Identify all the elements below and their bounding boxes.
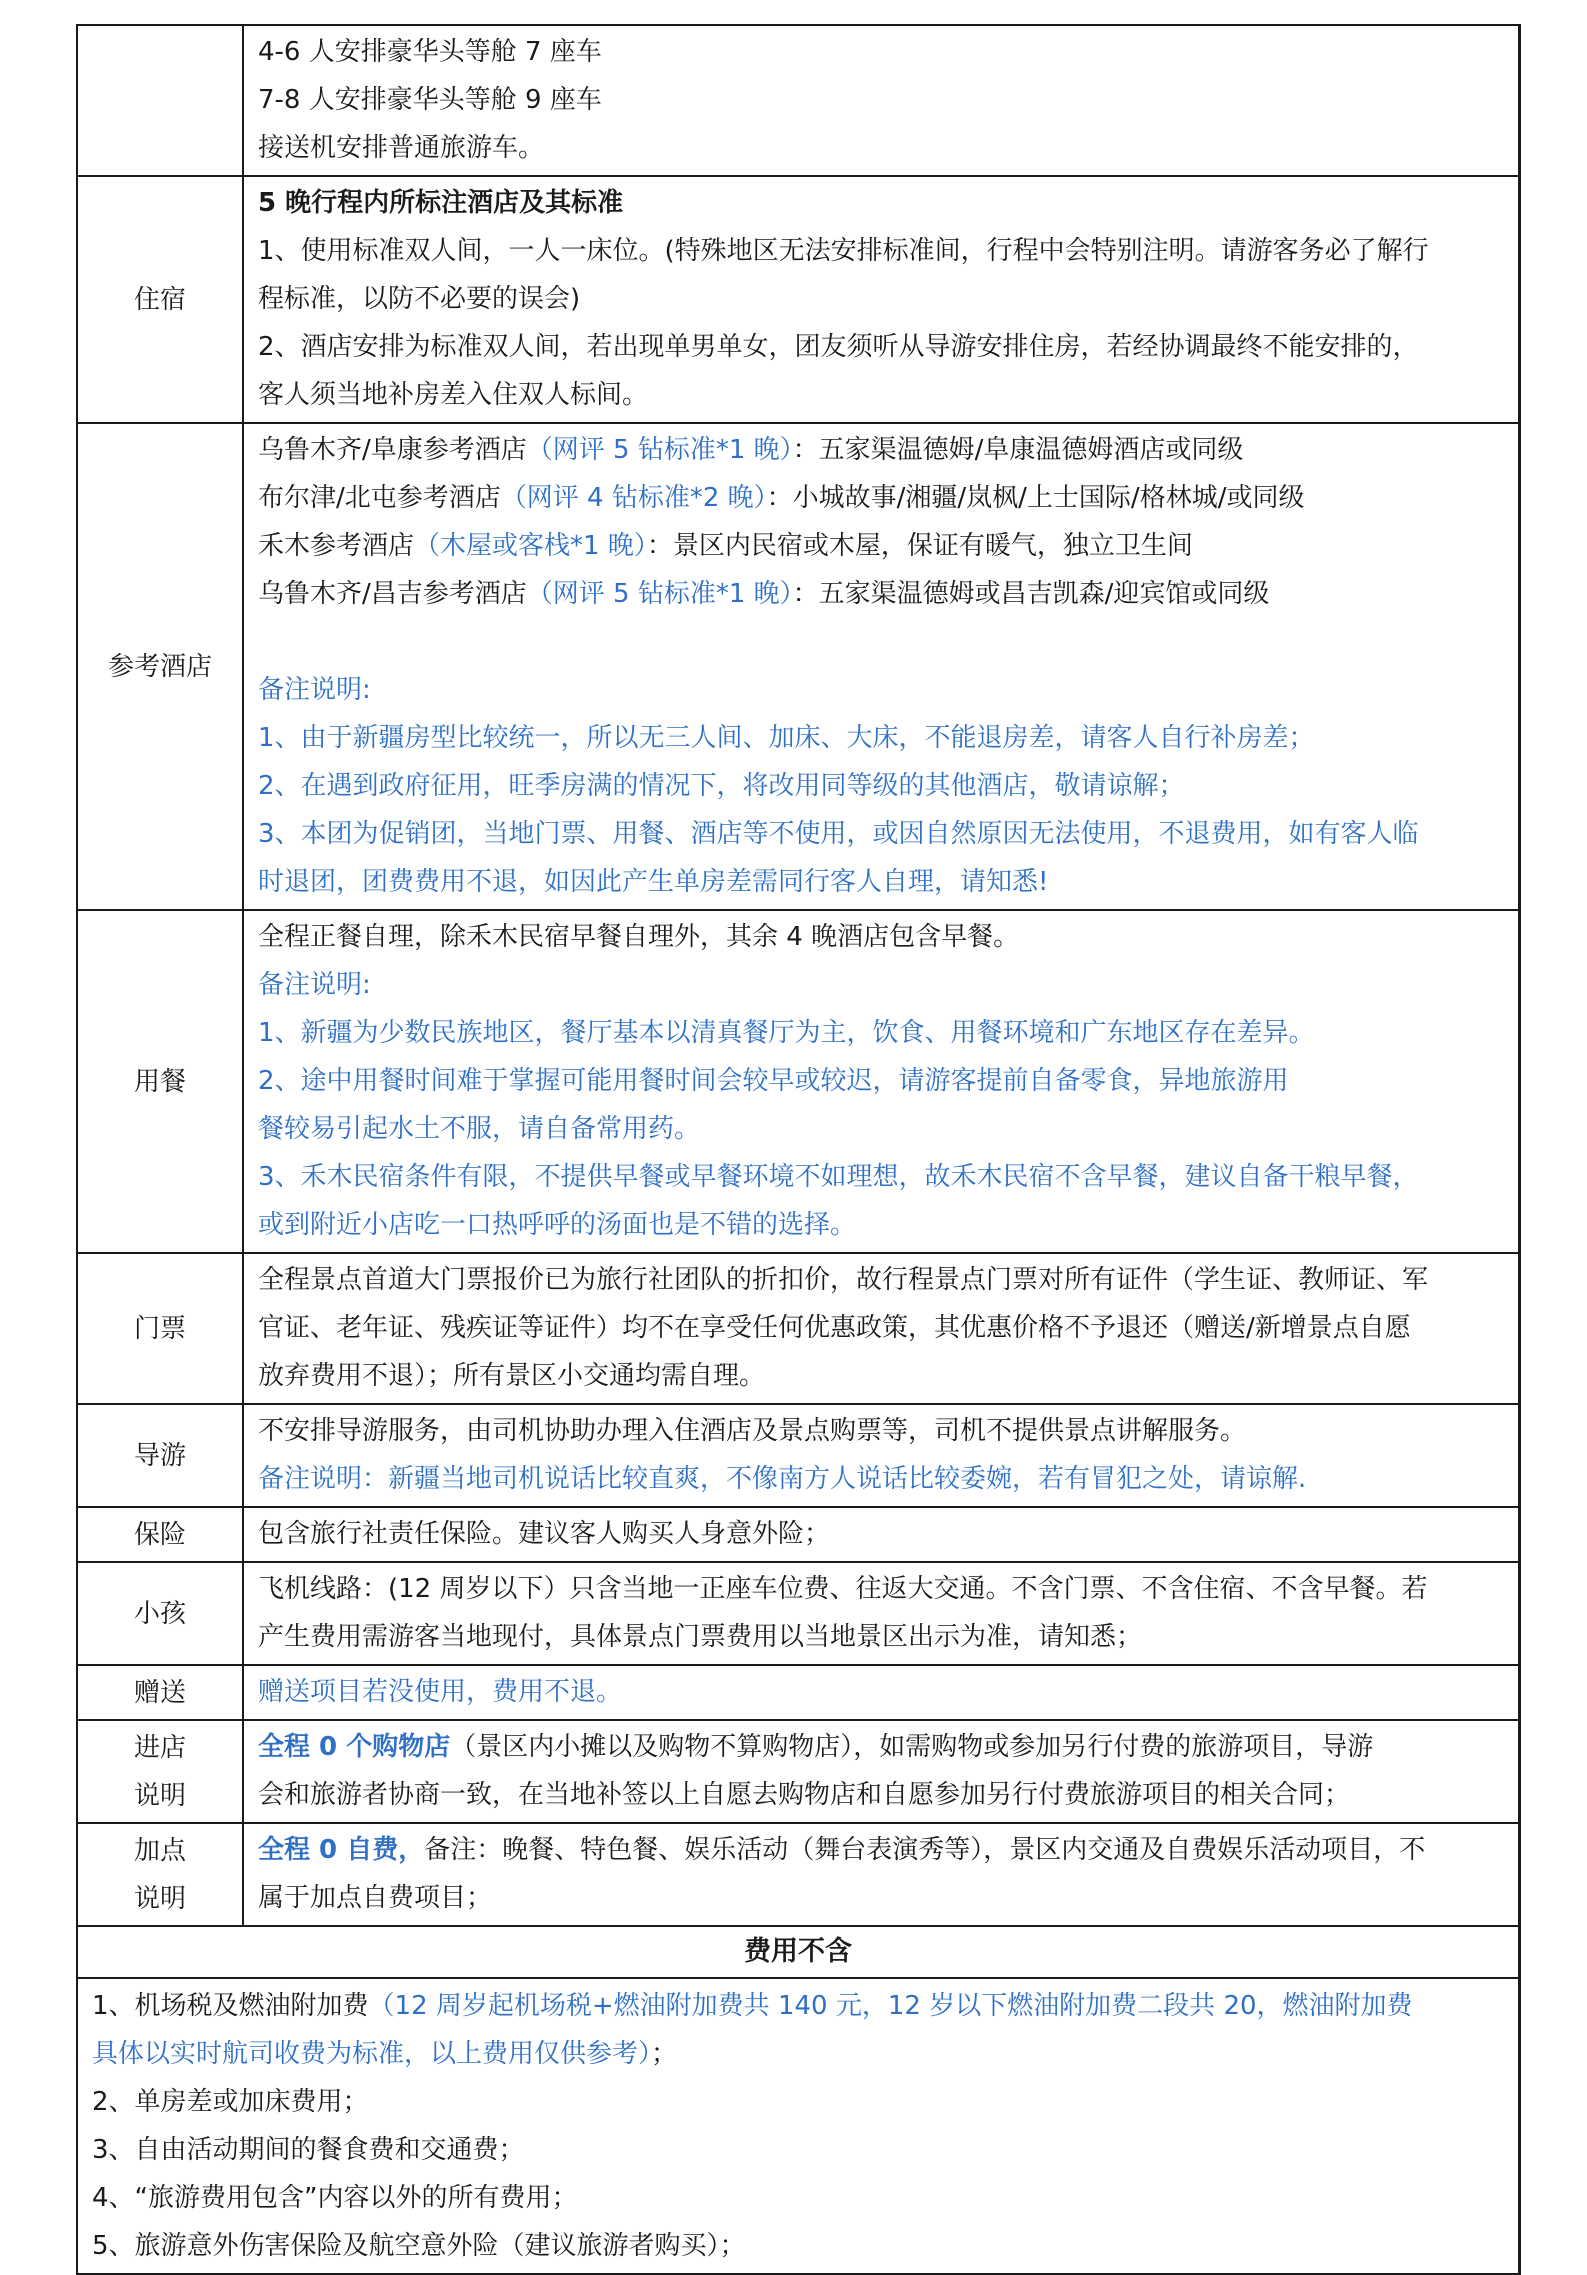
hotel-item — [258, 474, 1518, 522]
accommodation-line: 1、使用标准双人间，一人一床位。(特殊地区无法安排标准间，行程中会特别注明。请游客务必了解行 — [258, 236, 1429, 266]
meals-note: 或到附近小店吃一口热呼呼的汤面也是不错的选择。 — [258, 1210, 857, 1240]
excluded-item — [92, 1982, 1413, 2030]
extras-line — [258, 1826, 1518, 1874]
gift-label: 赠送 — [78, 1666, 244, 1719]
children-line: 产生费用需游客当地现付，具体景点门票费用以当地景区出示为准，请知悉； — [258, 1622, 1143, 1652]
guide-row — [78, 1403, 1518, 1506]
hotel-standard: （网评 5 钻标准*1 晚） — [526, 579, 793, 609]
hotels-label: 参考酒店 — [78, 424, 244, 909]
meals-label: 用餐 — [78, 911, 244, 1252]
guide-line: 不安排导游服务，由司机协助办理入住酒店及景点购票等，司机不提供景点讲解服务。 — [258, 1416, 1247, 1446]
guide-content — [244, 1405, 1518, 1506]
insurance-line: 包含旅行社责任保险。建议客人购买人身意外险； — [258, 1519, 831, 1549]
accommodation-line: 客人须当地补房差入住双人标间。 — [258, 380, 649, 410]
extras-line: 属于加点自费项目； — [258, 1883, 493, 1913]
meals-content — [244, 911, 1518, 1252]
excluded-item: 2、单房差或加床费用； — [92, 2087, 369, 2117]
hotels-notes-title: 备注说明: — [258, 675, 371, 705]
gift-content — [244, 1666, 1518, 1719]
extras-highlight: 全程 0 自费， — [258, 1835, 425, 1865]
hotel-standard: （网评 5 钻标准*1 晚） — [526, 435, 793, 465]
extras-row — [78, 1822, 1518, 1925]
accommodation-content — [244, 177, 1518, 422]
extras-rest: 备注：晚餐、特色餐、娱乐活动（舞台表演秀等），景区内交通及自费娱乐活动项目，不 — [424, 1835, 1426, 1865]
guide-label: 导游 — [78, 1405, 244, 1506]
hotels-note: 2、在遇到政府征用，旺季房满的情况下，将改用同等级的其他酒店，敬请谅解； — [258, 771, 1185, 801]
transport-label — [78, 26, 244, 175]
gift-line: 赠送项目若没使用，费用不退。 — [258, 1677, 623, 1707]
hotels-note: 3、本团为促销团，当地门票、用餐、酒店等不使用，或因自然原因无法使用，不退费用，如有客人临 — [258, 819, 1419, 849]
extras-label — [78, 1824, 244, 1925]
accommodation-label: 住宿 — [78, 177, 244, 422]
insurance-label: 保险 — [78, 1508, 244, 1561]
excluded-item-end: ； — [651, 2039, 678, 2069]
insurance-row — [78, 1506, 1518, 1561]
hotel-city: 布尔津/北屯参考酒店 — [258, 483, 501, 513]
excluded-item: 4、“旅游费用包含”内容以外的所有费用； — [92, 2183, 578, 2213]
shopping-line: 会和旅游者协商一致，在当地补签以上自愿去购物店和自愿参加另行付费旅游项目的相关合同； — [258, 1780, 1351, 1810]
spacer — [258, 618, 1518, 666]
hotel-desc: ：景区内民宿或木屋，保证有暖气，独立卫生间 — [646, 531, 1193, 561]
shopping-label-2: 说明 — [133, 1780, 186, 1811]
meals-note: 1、新疆为少数民族地区，餐厅基本以清真餐厅为主，饮食、用餐环境和广东地区存在差异。 — [258, 1018, 1315, 1048]
meals-notes-title: 备注说明: — [258, 970, 371, 1000]
excluded-item-note: （12 周岁起机场税+燃油附加费共 140 元，12 岁以下燃油附加费二段共 20，燃油附加费 — [368, 1991, 1413, 2021]
children-row — [78, 1561, 1518, 1664]
meals-note: 餐较易引起水土不服，请自备常用药。 — [258, 1114, 701, 1144]
excluded-row — [78, 1977, 1518, 2273]
hotel-desc: ：小城故事/湘疆/岚枫/上士国际/格林城/或同级 — [766, 483, 1305, 513]
accommodation-heading: 5 晚行程内所标注酒店及其标准 — [258, 188, 624, 218]
transport-line: 接送机安排普通旅游车。 — [258, 133, 545, 163]
shopping-rest: （景区内小摊以及购物不算购物店），如需购物或参加另行付费的旅游项目，导游 — [450, 1732, 1374, 1762]
excluded-item — [92, 2030, 1413, 2078]
excluded-content — [78, 1979, 1413, 2273]
transport-line: 7-8 人安排豪华头等舱 9 座车 — [258, 85, 602, 115]
hotel-item — [258, 522, 1518, 570]
hotel-desc: ：五家渠温德姆/阜康温德姆酒店或同级 — [792, 435, 1244, 465]
gift-row — [78, 1664, 1518, 1719]
excluded-title: 费用不含 — [744, 1936, 852, 1967]
tickets-row — [78, 1252, 1518, 1403]
meals-row — [78, 909, 1518, 1252]
hotel-standard: （网评 4 钻标准*2 晚） — [500, 483, 767, 513]
insurance-content — [244, 1508, 1518, 1561]
hotel-standard: （木屋或客栈*1 晚） — [414, 531, 647, 561]
hotel-city: 禾木参考酒店 — [258, 531, 415, 561]
tickets-label: 门票 — [78, 1254, 244, 1403]
extras-content — [244, 1824, 1518, 1925]
hotel-city: 乌鲁木齐/昌吉参考酒店 — [258, 579, 527, 609]
guide-note: 备注说明：新疆当地司机说话比较直爽，不像南方人说话比较委婉，若有冒犯之处，请谅解. — [258, 1464, 1307, 1494]
transport-content — [244, 26, 1518, 175]
hotel-city: 乌鲁木齐/阜康参考酒店 — [258, 435, 527, 465]
hotels-note: 1、由于新疆房型比较统一，所以无三人间、加床、大床，不能退房差，请客人自行补房差； — [258, 723, 1315, 753]
tickets-line: 官证、老年证、残疾证等证件）均不在享受任何优惠政策，其优惠价格不予退还（赠送/新增景点自愿 — [258, 1313, 1411, 1343]
excluded-item: 3、自由活动期间的餐食费和交通费； — [92, 2135, 525, 2165]
meals-first: 全程正餐自理，除禾木民宿早餐自理外，其余 4 晚酒店包含早餐。 — [258, 922, 1020, 952]
accommodation-row — [78, 175, 1518, 422]
accommodation-line: 程标准，以防不必要的误会) — [258, 284, 581, 314]
hotels-row — [78, 422, 1518, 909]
accommodation-line: 2、酒店安排为标准双人间，若出现单男单女，团友须听从导游安排住房，若经协调最终不能安排的， — [258, 332, 1419, 362]
extras-label-1: 加点 — [133, 1835, 186, 1866]
extras-label-2: 说明 — [133, 1883, 186, 1914]
excluded-item-note: 具体以实时航司收费为标准，以上费用仅供参考） — [92, 2039, 652, 2069]
excluded-header — [78, 1925, 1518, 1977]
children-content — [244, 1563, 1518, 1664]
children-line: 飞机线路：(12 周岁以下）只含当地一正座车位费、往返大交通。不含门票、不含住宿、不含早餐。若 — [258, 1574, 1428, 1604]
tickets-content — [244, 1254, 1518, 1403]
excluded-item-text: 1、机场税及燃油附加费 — [92, 1991, 369, 2021]
excluded-item: 5、旅游意外伤害保险及航空意外险（建议旅游者购买）； — [92, 2231, 746, 2261]
hotels-note: 时退团，团费费用不退，如因此产生单房差需同行客人自理，请知悉! — [258, 867, 1049, 897]
shopping-row — [78, 1719, 1518, 1822]
shopping-content — [244, 1721, 1518, 1822]
transport-line: 4-6 人安排豪华头等舱 7 座车 — [258, 37, 602, 67]
hotel-desc: ：五家渠温德姆或昌吉凯森/迎宾馆或同级 — [792, 579, 1270, 609]
shopping-highlight: 全程 0 个购物店 — [258, 1732, 451, 1762]
tickets-line: 放弃费用不退）；所有景区小交通均需自理。 — [258, 1361, 766, 1391]
hotels-content — [244, 424, 1518, 909]
shopping-label-1: 进店 — [133, 1732, 186, 1763]
meals-note: 3、禾木民宿条件有限，不提供早餐或早餐环境不如理想，故禾木民宿不含早餐，建议自备干粮早餐， — [258, 1162, 1419, 1192]
hotel-item — [258, 426, 1518, 474]
tickets-line: 全程景点首道大门票报价已为旅行社团队的折扣价，故行程景点门票对所有证件（学生证、教师证、军 — [258, 1265, 1429, 1295]
itinerary-table — [76, 24, 1521, 2275]
hotel-item — [258, 570, 1518, 618]
meals-note: 2、途中用餐时间难于掌握可能用餐时间会较早或较迟，请游客提前自备零食，异地旅游用 — [258, 1066, 1289, 1096]
transport-row — [78, 24, 1518, 175]
children-label: 小孩 — [78, 1563, 244, 1664]
shopping-line — [258, 1723, 1518, 1771]
shopping-label — [78, 1721, 244, 1822]
